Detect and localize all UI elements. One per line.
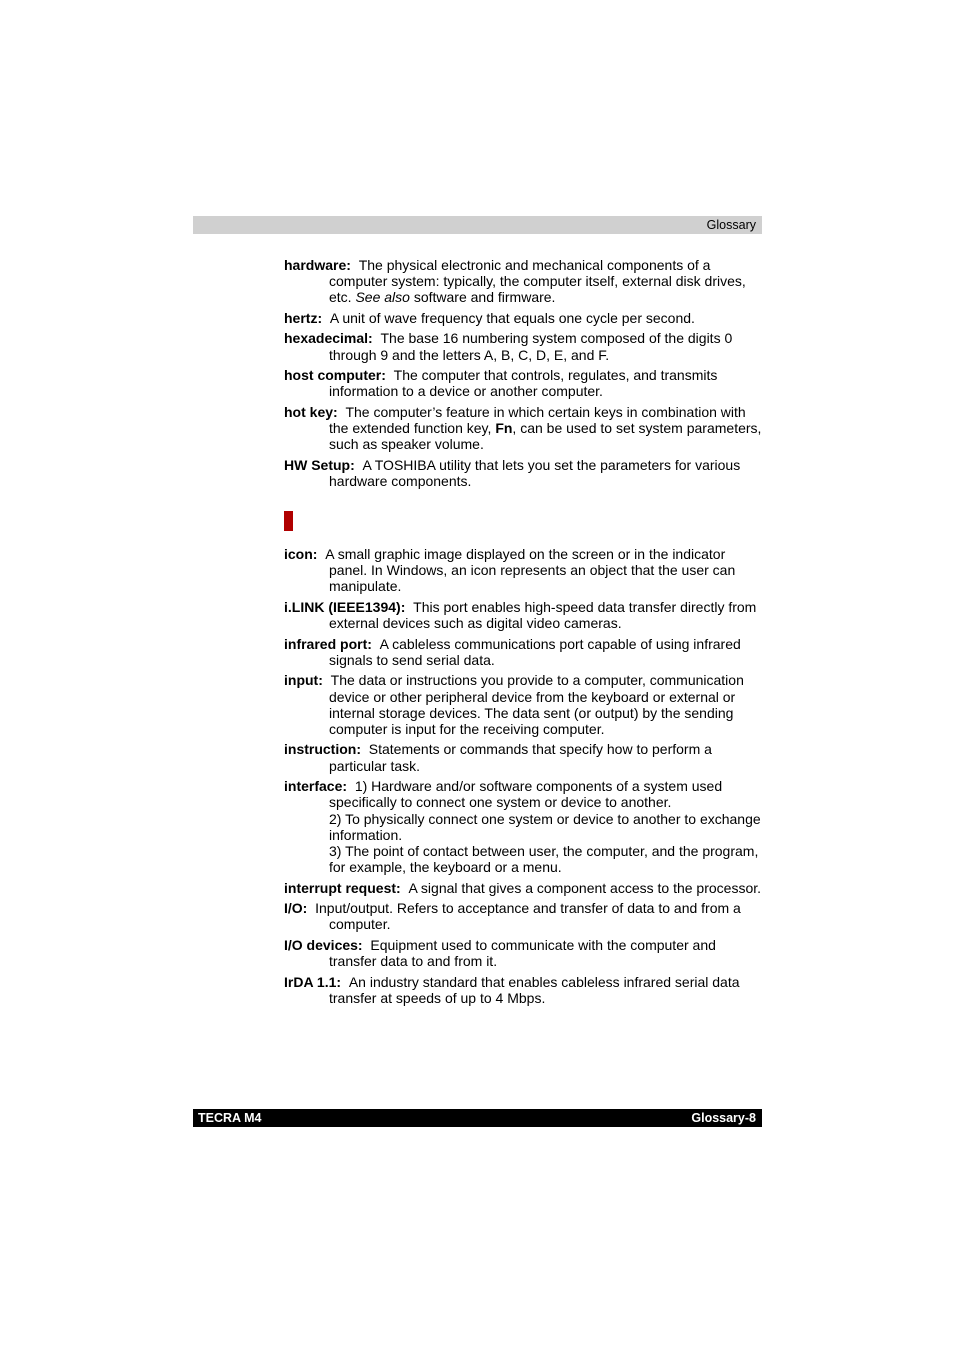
glossary-entry	[284, 257, 762, 306]
glossary-definition: 3) The point of contact between user, the computer, and the program, for example, the keyboard or a menu.	[329, 842, 759, 876]
glossary-definition: See also	[355, 289, 410, 306]
glossary-entry	[284, 404, 762, 453]
running-header	[193, 216, 762, 234]
glossary-section-i	[284, 546, 762, 1010]
glossary-definition: A unit of wave frequency that equals one cycle per second.	[329, 309, 695, 326]
glossary-definition: 1) Hardware and/or software components of a system used specifically to connect one system or device to another.	[329, 778, 723, 811]
glossary-term: hardware:	[284, 257, 351, 273]
glossary-entry	[284, 974, 762, 1006]
glossary-definition: The base 16 numbering system composed of the digits 0 through 9 and the letters A, B, C, D, E, and F.	[329, 330, 733, 363]
glossary-definition: A signal that gives a component access to the processor.	[408, 879, 762, 896]
glossary-term: input:	[284, 672, 323, 689]
glossary-term: hertz:	[284, 309, 323, 326]
glossary-definition: The data or instructions you provide to a computer, communication device or other peripheral device from the keyboard or external or internal storage devices. The data sent (or output) by the sending computer is input for the receiving computer.	[329, 672, 744, 737]
glossary-term: I/O devices:	[284, 936, 363, 953]
glossary-term: host computer:	[284, 367, 386, 384]
glossary-term: HW Setup:	[284, 456, 355, 473]
glossary-term: interrupt request:	[284, 879, 401, 896]
glossary-term: interface:	[284, 778, 348, 795]
glossary-entry	[284, 778, 762, 875]
footer-product-name: TECRA M4	[198, 1111, 262, 1125]
footer-page-number: Glossary-8	[691, 1111, 756, 1125]
glossary-entry	[284, 546, 762, 595]
glossary-definition: A TOSHIBA utility that lets you set the parameters for various hardware components.	[329, 456, 741, 489]
glossary-definition: 2) To physically connect one system or device to another to exchange information.	[329, 810, 761, 843]
running-footer	[193, 1109, 762, 1127]
glossary-entry	[284, 310, 762, 326]
glossary-definition: The computer that controls, regulates, and transmits information to a device or another computer.	[329, 367, 718, 400]
glossary-definition: A cableless communications port capable of using infrared signals to send serial data.	[329, 635, 741, 668]
glossary-definition: An industry standard that enables cableless infrared serial data transfer at speeds of up to 4 Mbps.	[329, 973, 740, 1006]
glossary-term: instruction:	[284, 741, 361, 758]
glossary-definition: software and firmware.	[409, 289, 556, 306]
glossary-definition: A small graphic image displayed on the screen or in the indicator panel. In Windows, an icon represents an object that the user can manipulate.	[325, 546, 736, 595]
glossary-definition: Statements or commands that specify how to perform a particular task.	[329, 741, 712, 774]
glossary-entry	[284, 636, 762, 668]
glossary-term: I/O:	[284, 900, 308, 917]
header-section-title: Glossary	[706, 218, 756, 232]
glossary-entry	[284, 599, 762, 631]
glossary-definition: The computer’s feature in which certain keys in combination with the extended function key,	[329, 403, 746, 437]
glossary-entry	[284, 330, 762, 362]
glossary-definition: Fn	[495, 420, 513, 437]
glossary-term: hot key:	[284, 403, 338, 420]
glossary-definition: Input/output. Refers to acceptance and transfer of data to and from a computer.	[315, 900, 741, 933]
glossary-entry	[284, 937, 762, 969]
glossary-term: hexadecimal:	[284, 330, 373, 347]
glossary-term: icon:	[284, 546, 318, 562]
glossary-entry	[284, 457, 762, 489]
glossary-term: i.LINK (IEEE1394):	[284, 598, 406, 615]
glossary-entry	[284, 367, 762, 399]
glossary-entry	[284, 880, 762, 896]
glossary-definition: This port enables high-speed data transfer directly from external devices such as digital video cameras.	[329, 598, 757, 632]
glossary-entry	[284, 741, 762, 773]
glossary-definition: , can be used to set system parameters, such as speaker volume.	[329, 420, 762, 453]
glossary-entry	[284, 672, 762, 737]
glossary-definition: The physical electronic and mechanical components of a computer system: typically, the computer itself, external disk drives, etc.	[329, 257, 746, 306]
glossary-term: IrDA 1.1:	[284, 973, 342, 990]
section-letter-i-marker	[284, 511, 293, 531]
glossary-section-h	[284, 257, 762, 493]
glossary-entry	[284, 900, 762, 932]
glossary-definition: Equipment used to communicate with the computer and transfer data to and from it.	[329, 936, 716, 970]
glossary-term: infrared port:	[284, 635, 372, 652]
